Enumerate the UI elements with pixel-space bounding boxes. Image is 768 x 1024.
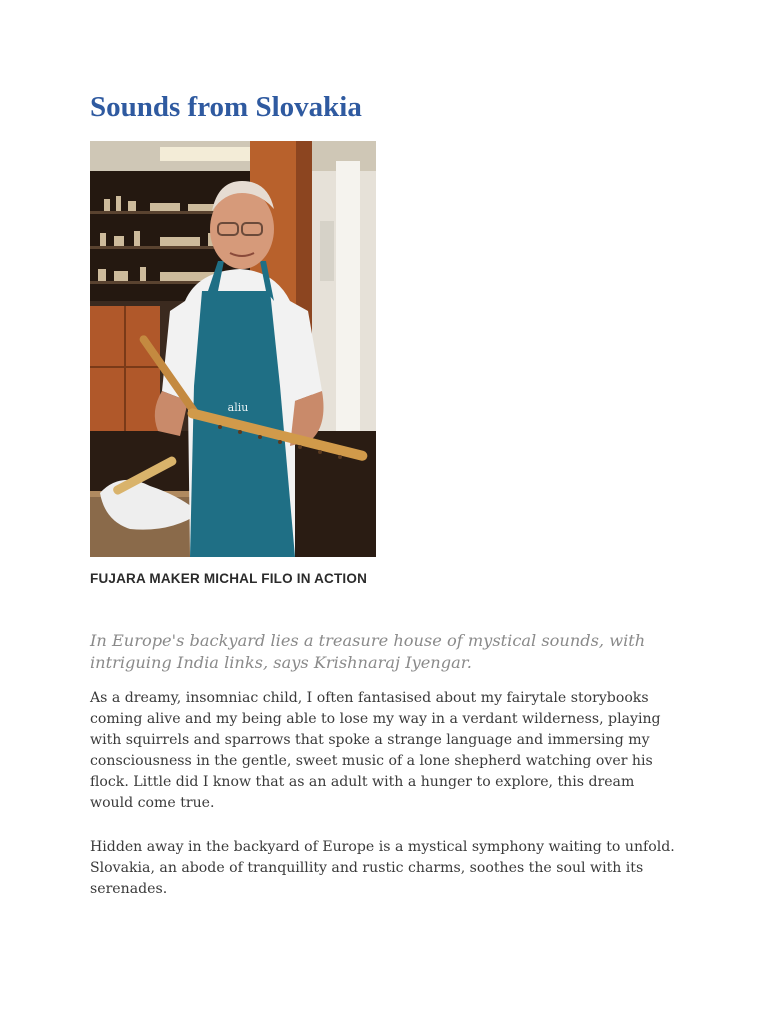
body-paragraph: Hidden away in the backyard of Europe is a mystical symphony waiting to unfold. Slovakia, an abode of tranquillity and rustic charms, soothes the soul with its serenades. (90, 839, 675, 897)
article-title: Sounds from Slovakia (90, 91, 362, 123)
article-standfirst: In Europe's backyard lies a treasure house of mystical sounds, with intriguing India links, says Krishnaraj Iyengar. (90, 631, 646, 672)
svg-text:aliu: aliu (227, 401, 249, 414)
photo-caption: FUJARA MAKER MICHAL FILO IN ACTION (90, 571, 368, 586)
article-photo (90, 141, 376, 557)
body-paragraph: As a dreamy, insomniac child, I often fantasised about my fairytale storybooks coming alive and my being able to lose my way in a verdant wilderness, playing with squirrels and sparrows that spoke a strange language and immersing my consciousness in the gentle, sweet music of a lone shepherd watching over his flock. Little did I know that as an adult with a hunger to explore, this dream would come true. (90, 690, 661, 811)
